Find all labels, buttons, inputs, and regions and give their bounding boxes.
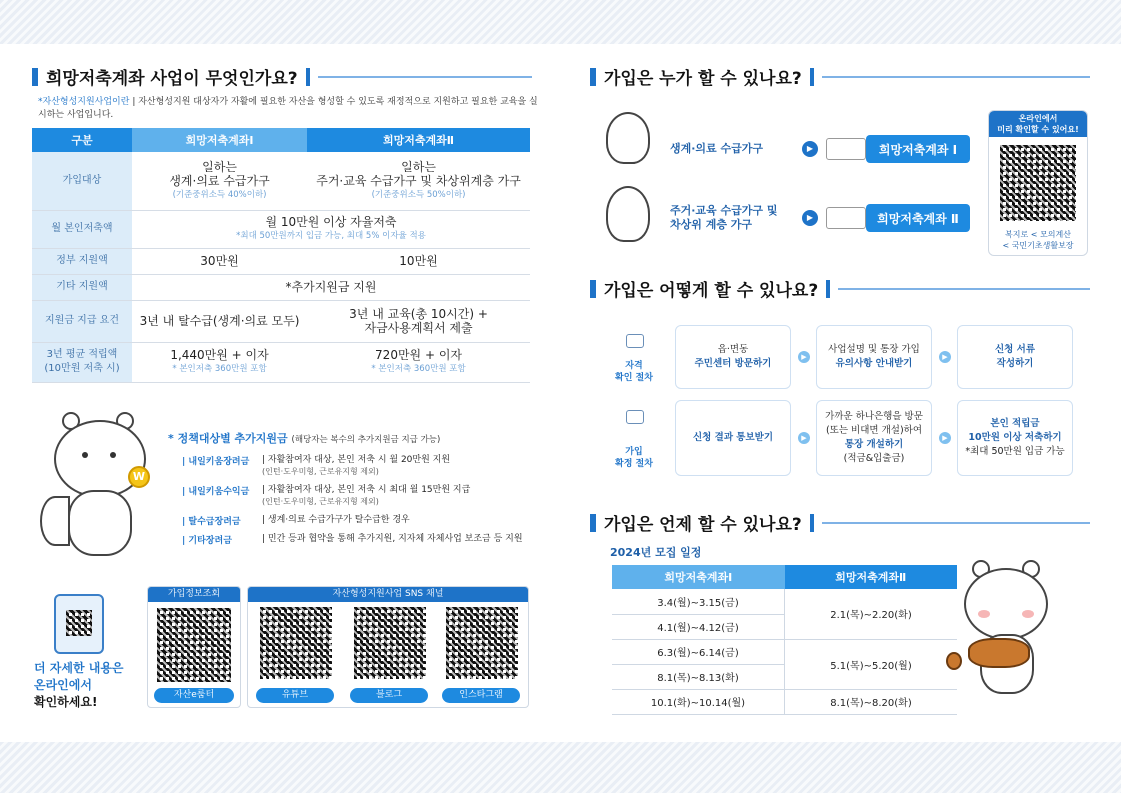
table-header: 희망저축계좌Ⅱ [785,565,958,589]
step-card: 신청 서류 작성하기 [957,325,1073,389]
account-1-badge: 희망저축계좌 Ⅰ [866,135,970,163]
qr-code-icon[interactable] [157,608,231,682]
arrow-right-icon: ▶ [798,432,810,444]
table-row: 3년 평균 적립액 (10만원 저축 시) 1,440만원 + 이자 * 본인저축 360만원 포함 720만원 + 이자 * 본인저축 360만원 포함 [32,342,530,382]
table-row: 10.1(화)~10.14(월) 8.1(목)~8.20(화) [612,689,957,714]
phone-qr-icon [54,594,104,654]
section-title-how: 가입은 어떻게 할 수 있나요? [590,276,1090,301]
list-item: | 내일키움장려금 | 자활참여자 대상, 본인 저축 시 월 20만원 지원 (인턴·도우미형, 근로유지형 제외) [182,455,451,476]
schedule-table [612,565,957,715]
table-row: 6.3(월)~6.14(금) 5.1(목)~5.20(월) [612,639,957,664]
stage-label: 자격 확인 절차 [615,361,653,383]
list-item: | 내일키움수익금 | 자활참여자 대상, 본인 저축 시 최대 월 15만원 지급 (인턴·도우미형, 근로유지형 제외) [182,485,471,506]
blog-button[interactable]: 블로그 [350,688,428,703]
instagram-button[interactable]: 인스타그램 [442,688,520,703]
arrow-right-icon: ▶ [939,351,951,363]
step-card: 사업설명 및 통장 가입 유의사항 안내받기 [816,325,932,389]
table-row: 가입대상 일하는 생계·의료 수급가구 (기준중위소득 40%이하) 일하는 주거·교육 수급가구 및 차상위계층 가구 (기준중위소득 50%이하) [32,152,530,210]
bottom-stripe [0,742,1121,793]
section-title-what: 희망저축계좌 사업이 무엇인가요? [32,64,532,89]
laptop-icon [826,138,866,160]
table-header: 희망저축계좌Ⅰ [612,565,785,589]
section-title-who: 가입은 누가 할 수 있나요? [590,64,1090,89]
qr-info-card: 가입정보조회 자산e룸터 [147,586,241,708]
arrow-right-icon: ▶ [802,210,818,226]
section-title-when: 가입은 언제 할 수 있나요? [590,510,1090,535]
list-item: | 기타장려금 | 민간 등과 협약을 통해 추가지원, 지자체 자체사업 보조금 등 지원 [182,534,523,546]
squirrel-acorn-mascot-icon [950,560,1060,710]
qr-code-icon[interactable] [1000,145,1076,221]
table-row: 4.1(월)~4.12(금) [612,614,957,639]
extra-support-list: * 정책대상별 추가지원금 (해당자는 복수의 추가지원금 지급 가능) | 내일키움장려금 | 자활참여자 대상, 본인 저축 시 월 20만원 지원 (인턴·도우미형, 근로유지형 제외) | 내일키움수익금 | 자활참여자 대상, 본인 저축 시 최대 월 15만원 지급 (인턴·도우미형, 근로유지형 제외) | 탈수급장려금 | 생계·의료 수급가구가 탈수급한 경우 | 기타장려금 | 민간 등과 협약을 통해 추가지원, 지자체 자체사업 보조금 등 지원 [168,430,528,552]
squirrel-book-icon [606,186,650,242]
list-item: | 탈수급장려금 | 생계·의료 수급가구가 탈수급한 경우 [182,515,410,527]
account-comparison-table [32,128,530,383]
table-header: 희망저축계좌Ⅱ [307,128,530,152]
qr-sns-card: 자산형성지원사업 SNS 채널 유튜브 블로그 인스타그램 [247,586,529,708]
document-icon [626,334,644,348]
arrow-right-icon: ▶ [798,351,810,363]
step-card: 신청 결과 통보받기 [675,400,791,476]
intro-text: *자산형성지원사업이란 | 자산형성지원 대상자가 자활에 필요한 자산을 형성할 수 있도록 재정적으로 지원하고 필요한 교육을 실시하는 사업입니다. [38,97,538,120]
qr-code-icon[interactable] [354,607,426,679]
table-row: 3.4(월)~3.15(금) 2.1(목)~2.20(화) [612,589,957,614]
arrow-right-icon: ▶ [939,432,951,444]
account-2-badge: 희망저축계좌 Ⅱ [866,204,970,232]
youtube-button[interactable]: 유튜브 [256,688,334,703]
asset-room-button[interactable]: 자산e룸터 [154,688,234,703]
bank-icon [626,410,644,424]
qr-code-icon[interactable] [446,607,518,679]
table-header: 구분 [32,128,132,152]
online-check-card: 온라인에서 미리 확인할 수 있어요! 복지로 < 모의계산 < 국민기초생활보장 [988,110,1088,256]
qr-code-icon[interactable] [260,607,332,679]
table-row: 지원금 지급 요건 3년 내 탈수급(생계·의료 모두) 3년 내 교육(총 10시간) + 자금사용계획서 제출 [32,300,530,342]
table-row: 8.1(목)~8.13(화) [612,664,957,689]
table-row: 기타 지원액 *추가지원금 지원 [32,274,530,300]
laptop-icon [826,207,866,229]
more-info-text: 더 자세한 내용은 온라인에서 확인하세요! [34,661,124,709]
step-card: 가까운 하나은행을 방문 (또는 비대면 개설)하여 통장 개설하기 (적금&입출금) [816,400,932,476]
schedule-subtitle: 2024년 모집 일정 [610,546,702,559]
step-card: 본인 적립금 10만원 이상 저축하기 *최대 50만원 입금 가능 [957,400,1073,476]
who-row-2: 주거·교육 수급가구 및 차상위 계층 가구 ▶ 희망저축계좌 Ⅱ [670,204,970,232]
coin-icon: W [128,466,150,488]
table-row: 정부 지원액 30만원 10만원 [32,248,530,274]
stage-label: 가입 확정 절차 [615,447,653,469]
squirrel-coffee-icon [606,112,650,164]
who-row-1: 생계·의료 수급가구 ▶ 희망저축계좌 Ⅰ [670,135,970,163]
top-stripe [0,0,1121,44]
table-row: 월 본인저축액 월 10만원 이상 자율저축 *최대 50만원까지 입금 가능, 최대 5% 이자율 적용 [32,210,530,248]
arrow-right-icon: ▶ [802,141,818,157]
table-header: 희망저축계좌Ⅰ [132,128,307,152]
step-card: 읍·면동 주민센터 방문하기 [675,325,791,389]
